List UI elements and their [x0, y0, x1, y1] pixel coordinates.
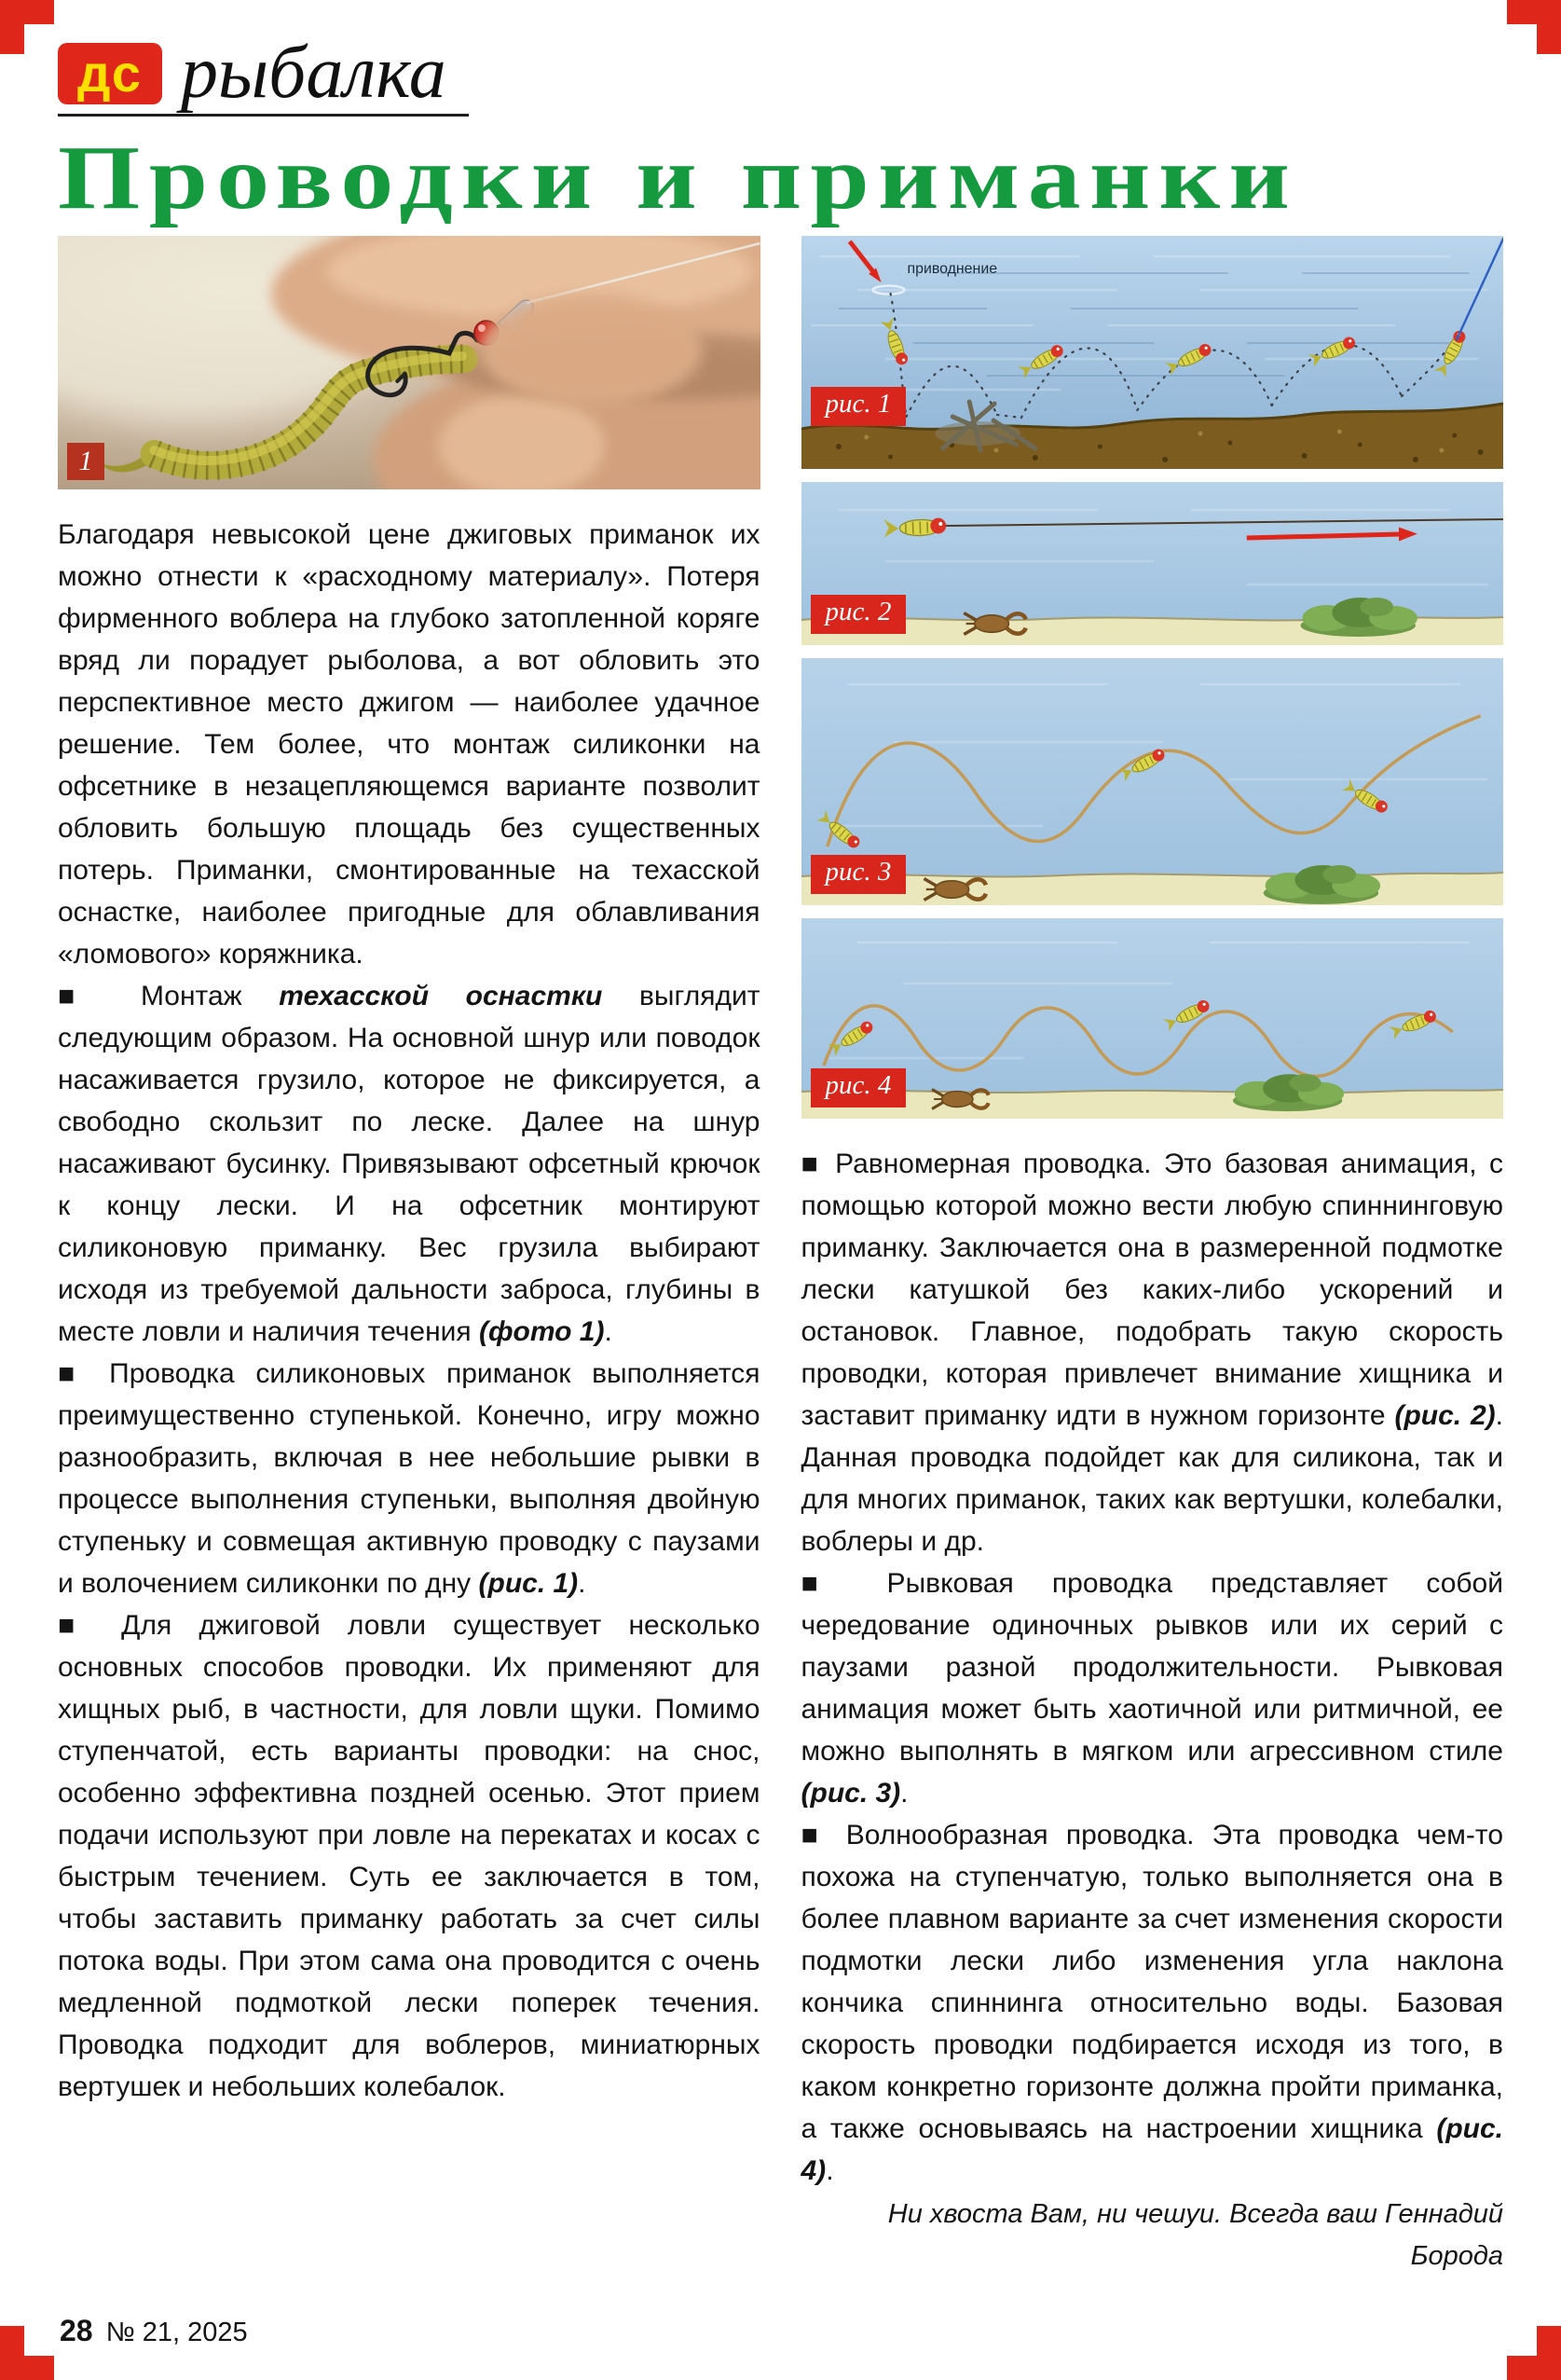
water	[801, 918, 1504, 1119]
article-title: Проводки и приманки	[58, 128, 1299, 228]
corner-mark-top-left	[0, 0, 54, 54]
page-footer	[60, 2314, 248, 2348]
page-number: 28	[60, 2314, 93, 2347]
logo-text: дс	[77, 44, 143, 103]
figure-label: рис. 1	[811, 387, 907, 426]
figure-label: рис. 3	[811, 855, 907, 894]
corner-mark-bottom-left	[0, 2326, 54, 2380]
corner-mark-bottom-right	[1507, 2326, 1561, 2380]
left-column-text	[58, 514, 760, 2108]
article-paragraph: ■ Волнообразная проводка. Эта проводка чем-то похожа на ступенчатую, только выполняется она в более плавном варианте за счет изменения скорости подмотки лески либо изменения угла наклона кончика спиннинга относительно воды. Базовая скорость проводки подбирается исходя из того, в каком конкретно горизонте должна пройти приманка, а также основываясь на настроении хищника (рис. 4).	[801, 1820, 1503, 2186]
bottom-sand	[801, 1090, 1504, 1119]
figures-stack	[801, 236, 1504, 1119]
article-paragraph: ■ Для джиговой ловли существует несколько основных способов проводки. Их применяют для хищных рыб, в частности, для ловли щуки. Помимо ступенчатой, есть варианты проводки: на снос, особенно эффективна поздней осенью. Этот прием подачи используют при ловле на перекатах и косах с быстрым течением. Суть ее заключается в том, чтобы заставить приманку работать за счет силы потока воды. При этом сама она проводится с очень медленной подмоткой лески поперек течения. Проводка подходит для воблеров, миниатюрных вертушек и небольших колебалок.	[58, 1610, 760, 2102]
right-column	[801, 236, 1504, 2277]
article-paragraph: ■ Монтаж техасской оснастки выглядит следующим образом. На основной шнур или поводок насаживается грузило, которое не фиксируется, а свободно скользит по леске. Далее на шнур насаживают бусинку. Привязывают офсетный крючок к концу лески. И на офсетник монтируют силиконовую приманку. Вес грузила выбирают исходя из требуемой дальности заброса, глубины в месте ловли и наличия течения (фото 1).	[58, 981, 760, 1347]
figure-ris-2	[801, 482, 1504, 645]
magazine-logo	[58, 43, 162, 104]
article-content	[58, 236, 1503, 2277]
figure-label: рис. 4	[811, 1068, 907, 1107]
lure-photo	[58, 236, 760, 489]
section-title: рыбалка	[181, 32, 446, 114]
article-paragraph: Благодаря невысокой цене джиговых приманок их можно отнести к «расходному материалу». Потеря фирменного воблера на глубоко затопленной коряге вряд ли порадует рыболова, а вот обловить это перспективное место джигом — наиболее удачное решение. Тем более, что монтаж силиконки на офсетнике в незацепляющемся варианте позволит обловить большую площадь без существенных потерь. Приманки, смонтированные на техасской оснастке, наиболее пригодные для облавливания «ломового» коряжника.	[58, 519, 760, 970]
article-paragraph: ■ Проводка силиконовых приманок выполняется преимущественно ступенькой. Конечно, игру можно разнообразить, включая в нее небольшие рывки в процессе выполнения ступеньки, выполняя двойную ступеньку и совмещая активную проводку с паузами и волочением силиконки по дну (рис. 1).	[58, 1358, 760, 1599]
issue-label: № 21, 2025	[105, 2318, 248, 2347]
splashdown-label: приводнение	[906, 260, 997, 278]
bottom-sand	[801, 873, 1504, 905]
right-column-text	[801, 1143, 1504, 2192]
magazine-header	[58, 32, 469, 117]
article-paragraph: ■ Рывковая проводка представляет собой чередование одиночных рывков или их серий с паузами разной продолжительности. Рывковая анимация может быть хаотичной или ритмичной, ее можно выполнять в мягком или агрессивном стиле (рис. 3).	[801, 1568, 1503, 1809]
article-paragraph: ■ Равномерная проводка. Это базовая анимация, с помощью которой можно вести любую спиннинговую приманку. Заключается она в размеренной подмотке лески катушкой без каких-либо ускорений и остановок. Главное, подобрать такую скорость проводки, которая привлечет внимание хищника и заставит приманку идти в нужном горизонте (рис. 2). Данная проводка подойдет как для силикона, так и для многих приманок, таких как вертушки, колебалки, воблеры и др.	[801, 1149, 1504, 1557]
corner-mark-top-right	[1507, 0, 1561, 54]
author-signoff: Ни хвоста Вам, ни чешуи. Всегда ваш Геннадий Борода	[887, 2199, 1503, 2271]
fingertip	[480, 294, 703, 406]
figure-ris-1	[801, 236, 1504, 469]
figure-ris-4	[801, 918, 1504, 1119]
photo-number-badge: 1	[67, 443, 104, 480]
figure-ris-3	[801, 658, 1504, 905]
left-column	[58, 236, 760, 2277]
water	[801, 658, 1504, 905]
figure-label: рис. 2	[811, 595, 907, 634]
